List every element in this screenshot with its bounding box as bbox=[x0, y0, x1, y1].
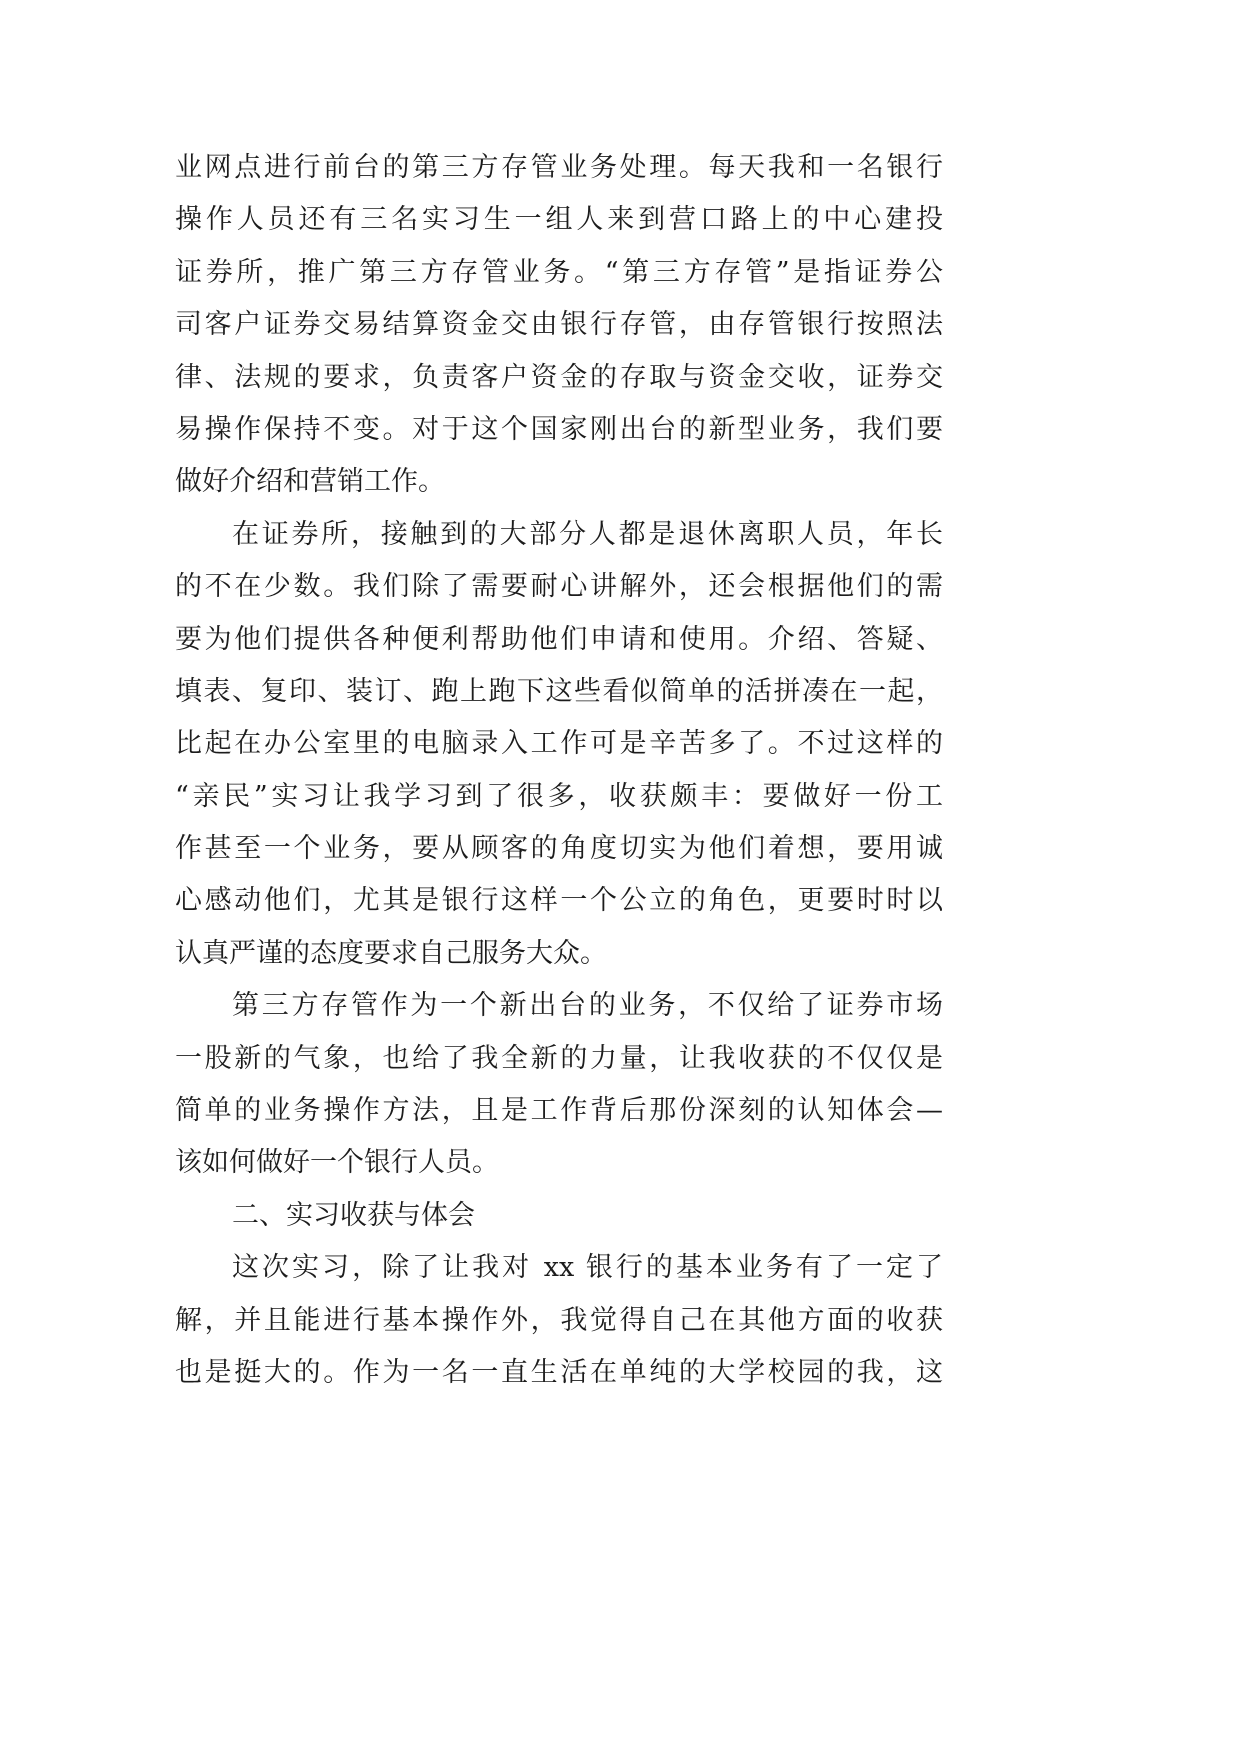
paragraph-internship-gains bbox=[175, 1242, 943, 1399]
text-line: 在证券所，接触到的大部分人都是退休离职人员，年长 bbox=[232, 518, 943, 550]
text-line: 证券所，推广第三方存管业务。“第三方存管”是指证券公 bbox=[175, 256, 943, 288]
text-line: 一股新的气象，也给了我全新的力量，让我收获的不仅仅是 bbox=[175, 1042, 943, 1074]
text-line: 做好介绍和营销工作。 bbox=[175, 466, 445, 498]
text-line: 认真严谨的态度要求自己服务大众。 bbox=[175, 937, 607, 969]
document-body bbox=[175, 142, 943, 1399]
text-line: 该如何做好一个银行人员。 bbox=[175, 1147, 499, 1179]
text-line: “亲民”实习让我学习到了很多，收获颇丰：要做好一份工 bbox=[175, 780, 943, 812]
text-line: 操作人员还有三名实习生一组人来到营口路上的中心建投 bbox=[175, 204, 943, 236]
text-line: 易操作保持不变。对于这个国家刚出台的新型业务，我们要 bbox=[175, 413, 943, 445]
paragraph-third-party-custody bbox=[175, 980, 943, 1190]
text-line: 业网点进行前台的第三方存管业务处理。每天我和一名银行 bbox=[175, 152, 943, 183]
text-line: 第三方存管作为一个新出台的业务，不仅给了证券市场 bbox=[232, 990, 943, 1022]
text-line: 简单的业务操作方法，且是工作背后那份深刻的认知体会— bbox=[175, 1095, 943, 1127]
text-line: 也是挺大的。作为一名一直生活在单纯的大学校园的我，这 bbox=[175, 1356, 943, 1388]
text-line: 填表、复印、装订、跑上跑下这些看似简单的活拼凑在一起， bbox=[175, 675, 943, 707]
text-line: 作甚至一个业务，要从顾客的角度切实为他们着想，要用诚 bbox=[175, 833, 943, 865]
paragraph-continuation bbox=[175, 142, 943, 509]
text-line: 要为他们提供各种便利帮助他们申请和使用。介绍、答疑、 bbox=[175, 623, 943, 655]
text-line: 比起在办公室里的电脑录入工作可是辛苦多了。不过这样的 bbox=[175, 728, 943, 760]
text-line: 的不在少数。我们除了需要耐心讲解外，还会根据他们的需 bbox=[175, 571, 943, 603]
text-line: 律、法规的要求，负责客户资金的存取与资金交收，证券交 bbox=[175, 361, 943, 393]
paragraph-securities-office bbox=[175, 509, 943, 981]
section-heading: 二、实习收获与体会 bbox=[232, 1199, 475, 1231]
text-line: 心感动他们，尤其是银行这样一个公立的角色，更要时时以 bbox=[175, 885, 943, 917]
text-line: 司客户证券交易结算资金交由银行存管，由存管银行按照法 bbox=[175, 309, 943, 341]
text-line: 解，并且能进行基本操作外，我觉得自己在其他方面的收获 bbox=[175, 1304, 943, 1336]
text-line: 这次实习，除了让我对 xx 银行的基本业务有了一定了 bbox=[232, 1252, 943, 1284]
